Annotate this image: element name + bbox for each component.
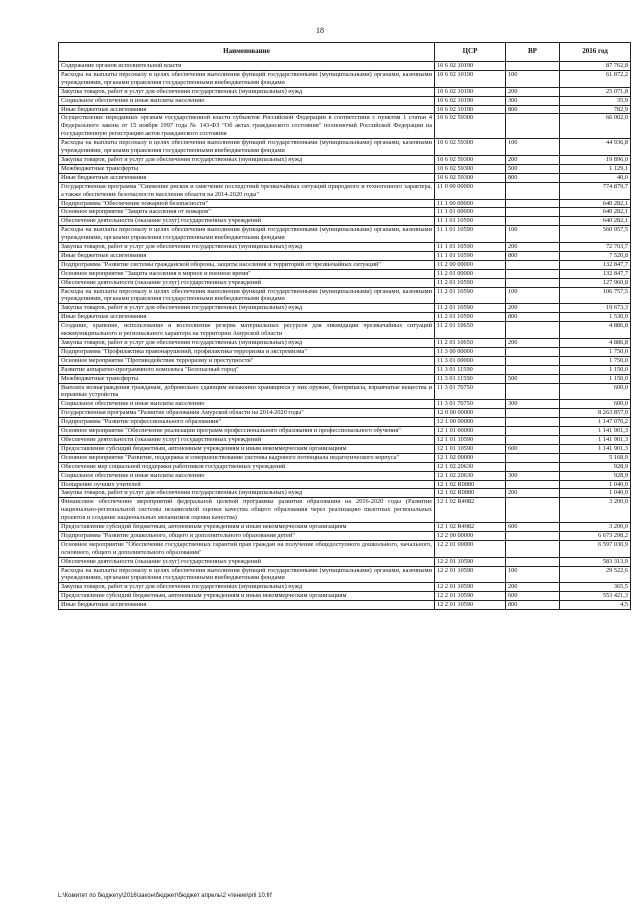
budget-table <box>58 42 631 610</box>
row-csr-cell: 12 1 01 10590 <box>435 435 506 444</box>
row-vr-cell: 200 <box>506 155 560 164</box>
table-row <box>59 498 631 523</box>
row-amount-cell: 3 200,0 <box>560 498 631 523</box>
row-name-cell: Расходы на выплаты персоналу в целях обеспечения выполнения функций государственными (муниципальными) органами, казенными учреждениями, органами управления государственными внебюджетными фондами <box>59 226 435 243</box>
row-name-cell: Развитие аппаратно-программного комплекса "Безопасный город" <box>59 365 435 374</box>
row-vr-cell: 600 <box>506 523 560 532</box>
row-csr-cell: 12 1 00 00000 <box>435 418 506 427</box>
row-csr-cell: 11 2 01 10590 <box>435 313 506 322</box>
row-amount-cell: 106 757,5 <box>560 287 631 304</box>
table-row <box>59 489 631 498</box>
row-csr-cell: 11 1 00 00000 <box>435 199 506 208</box>
row-vr-cell: 100 <box>506 287 560 304</box>
row-csr-cell: 11 2 01 10650 <box>435 339 506 348</box>
row-vr-cell: 200 <box>506 489 560 498</box>
table-row <box>59 199 631 208</box>
row-name-cell: Иные бюджетные ассигнования <box>59 251 435 260</box>
row-name-cell: Закупка товаров, работ и услуг для обеспечения государственных (муниципальных) нужд <box>59 339 435 348</box>
row-csr-cell: 10 6 02 59300 <box>435 173 506 182</box>
row-amount-cell: 640 282,1 <box>560 217 631 226</box>
row-vr-cell <box>506 365 560 374</box>
table-row <box>59 444 631 453</box>
row-amount-cell: 640 282,1 <box>560 199 631 208</box>
header-vr: ВР <box>506 43 560 62</box>
table-row <box>59 347 631 356</box>
row-vr-cell: 300 <box>506 400 560 409</box>
row-amount-cell: 72 703,7 <box>560 243 631 252</box>
row-csr-cell: 12 0 00 00000 <box>435 409 506 418</box>
table-row <box>59 313 631 322</box>
row-vr-cell: 200 <box>506 339 560 348</box>
row-amount-cell: 132 847,7 <box>560 260 631 269</box>
row-vr-cell <box>506 322 560 339</box>
table-header-row <box>59 43 631 62</box>
row-amount-cell: 928,9 <box>560 471 631 480</box>
row-name-cell: Поощрение лучших учителей <box>59 480 435 489</box>
table-row <box>59 269 631 278</box>
table-row <box>59 208 631 217</box>
row-csr-cell: 10 6 02 59300 <box>435 155 506 164</box>
row-vr-cell <box>506 427 560 436</box>
row-name-cell: Создание, хранение, использование и восполнение резерва материальных ресурсов для ликвидации чрезвычайных ситуаций межмуниципального и регионального характера на территории Амурской области <box>59 322 435 339</box>
table-row <box>59 523 631 532</box>
row-amount-cell: 782,9 <box>560 105 631 114</box>
row-csr-cell: 11 2 01 00000 <box>435 269 506 278</box>
row-amount-cell: 7 520,8 <box>560 251 631 260</box>
table-row <box>59 226 631 243</box>
row-amount-cell: 774 879,7 <box>560 182 631 199</box>
row-amount-cell: 5 168,9 <box>560 453 631 462</box>
row-csr-cell: 11 2 01 10650 <box>435 322 506 339</box>
row-name-cell: Подпрограмма "Профилактика правонарушений, профилактика терроризма и экстремизма" <box>59 347 435 356</box>
row-name-cell: Содержание органов исполнительной власти <box>59 62 435 71</box>
row-amount-cell: 600,0 <box>560 383 631 400</box>
table-row <box>59 471 631 480</box>
row-csr-cell: 11 0 00 00000 <box>435 182 506 199</box>
table-row <box>59 70 631 87</box>
table-row <box>59 304 631 313</box>
table-row <box>59 173 631 182</box>
row-name-cell: Предоставление субсидий бюджетным, автономным учреждениям и иным некоммерческим организациям <box>59 523 435 532</box>
page-number: 18 <box>316 26 324 35</box>
row-vr-cell: 100 <box>506 566 560 583</box>
row-csr-cell: 11 2 01 10590 <box>435 304 506 313</box>
table-row <box>59 260 631 269</box>
table-row <box>59 365 631 374</box>
row-name-cell: Межбюджетные трансферты <box>59 374 435 383</box>
row-amount-cell: 19 673,3 <box>560 304 631 313</box>
row-amount-cell: 25 071,8 <box>560 87 631 96</box>
row-amount-cell: 1 141 901,3 <box>560 427 631 436</box>
row-vr-cell: 800 <box>506 601 560 610</box>
row-name-cell: Подпрограмма "Развитие дошкольного, общего и дополнительного образования детей" <box>59 531 435 540</box>
row-amount-cell: 66 002,0 <box>560 114 631 139</box>
row-name-cell: Осуществление переданных органам государственной власти субъектов Российской Федерации в соответствии с пунктом 1 статьи 4 Федерального закона от 15 ноября 1997 года № 143-ФЗ "Об актах гражданского состояния" полномочий Российской Федерации на государственную регистрацию актов гражданского состояния <box>59 114 435 139</box>
row-amount-cell: 553 421,3 <box>560 592 631 601</box>
row-name-cell: Закупка товаров, работ и услуг для обеспечения государственных (муниципальных) нужд <box>59 583 435 592</box>
row-vr-cell: 800 <box>506 173 560 182</box>
row-csr-cell: 12 2 01 00000 <box>435 540 506 557</box>
row-csr-cell: 12 1 02 R0880 <box>435 489 506 498</box>
row-csr-cell: 12 1 02 R4982 <box>435 498 506 523</box>
table-row <box>59 164 631 173</box>
table-row <box>59 531 631 540</box>
row-csr-cell: 11 1 01 10590 <box>435 217 506 226</box>
row-name-cell: Социальное обеспечение и иные выплаты населению <box>59 471 435 480</box>
table-row <box>59 155 631 164</box>
row-csr-cell: 11 3 01 11590 <box>435 365 506 374</box>
row-amount-cell: 4 886,8 <box>560 339 631 348</box>
row-csr-cell: 12 2 01 10590 <box>435 592 506 601</box>
row-name-cell: Закупка товаров, работ и услуг для обеспечения государственных (муниципальных) нужд <box>59 243 435 252</box>
row-amount-cell: 8 263 857,0 <box>560 409 631 418</box>
row-amount-cell: 127 960,8 <box>560 278 631 287</box>
table-row <box>59 601 631 610</box>
row-amount-cell: 132 847,7 <box>560 269 631 278</box>
row-vr-cell <box>506 453 560 462</box>
row-amount-cell: 1 150,0 <box>560 374 631 383</box>
row-csr-cell: 10 6 02 10190 <box>435 62 506 71</box>
row-csr-cell: 12 2 01 10590 <box>435 566 506 583</box>
table-row <box>59 462 631 471</box>
table-row <box>59 435 631 444</box>
row-amount-cell: 6 673 298,2 <box>560 531 631 540</box>
row-vr-cell <box>506 498 560 523</box>
row-amount-cell: 3 200,0 <box>560 523 631 532</box>
row-name-cell: Закупка товаров, работ и услуг для обеспечения государственных (муниципальных) нужд <box>59 155 435 164</box>
row-name-cell: Основное мероприятие "Обеспечение государственных гарантий прав граждан на получение общедоступного дошкольного, начального, основного, общего и дополнительного образования" <box>59 540 435 557</box>
row-amount-cell: 600,0 <box>560 400 631 409</box>
row-name-cell: Основное мероприятие "Защита населения от пожаров" <box>59 208 435 217</box>
row-csr-cell: 12 2 01 10590 <box>435 583 506 592</box>
row-amount-cell: 560 057,5 <box>560 226 631 243</box>
row-csr-cell: 10 6 02 59300 <box>435 114 506 139</box>
row-amount-cell: 928,9 <box>560 462 631 471</box>
row-amount-cell: 6 597 030,9 <box>560 540 631 557</box>
row-vr-cell: 800 <box>506 251 560 260</box>
table-row <box>59 62 631 71</box>
row-name-cell: Расходы на выплаты персоналу в целях обеспечения выполнения функций государственными (муниципальными) органами, казенными учреждениями, органами управления государственными внебюджетными фондами <box>59 287 435 304</box>
row-name-cell: Предоставление субсидий бюджетным, автономным учреждениям и иным некоммерческим организациям <box>59 592 435 601</box>
row-vr-cell <box>506 278 560 287</box>
row-name-cell: Обеспечение деятельности (оказание услуг) государственных учреждений <box>59 278 435 287</box>
row-csr-cell: 10 6 02 59300 <box>435 164 506 173</box>
row-csr-cell: 11 1 01 10590 <box>435 251 506 260</box>
table-row <box>59 400 631 409</box>
row-csr-cell: 12 2 00 00000 <box>435 531 506 540</box>
row-vr-cell <box>506 269 560 278</box>
row-csr-cell: 12 1 01 10590 <box>435 444 506 453</box>
table-row <box>59 217 631 226</box>
row-vr-cell <box>506 540 560 557</box>
row-vr-cell: 200 <box>506 87 560 96</box>
row-vr-cell <box>506 418 560 427</box>
row-csr-cell: 12 1 02 00000 <box>435 453 506 462</box>
row-name-cell: Расходы на выплаты персоналу в целях обеспечения выполнения функций государственными (муниципальными) органами, казенными учреждениями, органами управления государственными внебюджетными фондами <box>59 566 435 583</box>
row-csr-cell: 12 1 02 R0880 <box>435 480 506 489</box>
row-amount-cell: 4 886,8 <box>560 322 631 339</box>
table-row <box>59 480 631 489</box>
row-name-cell: Социальное обеспечение и иные выплаты населению <box>59 96 435 105</box>
table-row <box>59 566 631 583</box>
row-vr-cell: 500 <box>506 374 560 383</box>
row-amount-cell: 1 040,0 <box>560 480 631 489</box>
row-name-cell: Государственная программа "Развитие образования Амурской области на 2014-2020 годы" <box>59 409 435 418</box>
row-name-cell: Иные бюджетные ассигнования <box>59 173 435 182</box>
row-amount-cell: 44 936,8 <box>560 139 631 156</box>
row-vr-cell: 100 <box>506 70 560 87</box>
row-amount-cell: 1 147 070,2 <box>560 418 631 427</box>
row-name-cell: Закупка товаров, работ и услуг для обеспечения государственных (муниципальных) нужд <box>59 87 435 96</box>
table-row <box>59 374 631 383</box>
table-row <box>59 287 631 304</box>
row-name-cell: Расходы на выплаты персоналу в целях обеспечения выполнения функций государственными (муниципальными) органами, казенными учреждениями, органами управления государственными внебюджетными фондами <box>59 139 435 156</box>
row-csr-cell: 11 3 01 70750 <box>435 383 506 400</box>
header-year: 2016 год <box>560 43 631 62</box>
row-vr-cell <box>506 383 560 400</box>
row-amount-cell: 365,5 <box>560 583 631 592</box>
row-name-cell: Предоставление субсидий бюджетным, автономным учреждениям и иным некоммерческим организациям <box>59 444 435 453</box>
row-vr-cell <box>506 557 560 566</box>
row-csr-cell: 10 6 02 59300 <box>435 139 506 156</box>
row-amount-cell: 40,0 <box>560 173 631 182</box>
table-row <box>59 592 631 601</box>
row-vr-cell <box>506 199 560 208</box>
row-vr-cell: 600 <box>506 444 560 453</box>
footer-file-path: L:\Комитет по бюджету\2016\закон\бюджет\бюджет апрель\2 чтение\pril 10.frf <box>58 893 272 899</box>
row-vr-cell <box>506 531 560 540</box>
row-amount-cell: 1 141 901,3 <box>560 444 631 453</box>
row-amount-cell: 35,9 <box>560 96 631 105</box>
table-row <box>59 251 631 260</box>
row-amount-cell: 4,5 <box>560 601 631 610</box>
row-csr-cell: 12 2 01 10590 <box>435 557 506 566</box>
row-name-cell: Социальное обеспечение и иные выплаты населению <box>59 400 435 409</box>
row-vr-cell <box>506 260 560 269</box>
row-name-cell: Подпрограмма "Обеспечение пожарной безопасности" <box>59 199 435 208</box>
row-csr-cell: 11 1 01 00000 <box>435 208 506 217</box>
table-row <box>59 243 631 252</box>
row-amount-cell: 1 129,1 <box>560 164 631 173</box>
header-csr: ЦСР <box>435 43 506 62</box>
row-name-cell: Закупка товаров, работ и услуг для обеспечения государственных (муниципальных) нужд <box>59 489 435 498</box>
row-vr-cell <box>506 217 560 226</box>
row-amount-cell: 1 530,0 <box>560 313 631 322</box>
row-vr-cell <box>506 462 560 471</box>
row-csr-cell: 11 3 01 00000 <box>435 356 506 365</box>
row-vr-cell <box>506 62 560 71</box>
row-vr-cell: 200 <box>506 304 560 313</box>
row-csr-cell: 12 1 02 R4982 <box>435 523 506 532</box>
row-vr-cell: 800 <box>506 105 560 114</box>
row-amount-cell: 87 762,8 <box>560 62 631 71</box>
row-vr-cell: 800 <box>506 313 560 322</box>
row-vr-cell <box>506 409 560 418</box>
table-row <box>59 114 631 139</box>
row-amount-cell: 1 040,0 <box>560 489 631 498</box>
row-name-cell: Обеспечение деятельности (оказание услуг) государственных учреждений <box>59 217 435 226</box>
row-name-cell: Обеспечение деятельности (оказание услуг) государственных учреждений <box>59 557 435 566</box>
row-name-cell: Иные бюджетные ассигнования <box>59 313 435 322</box>
row-vr-cell <box>506 182 560 199</box>
table-row <box>59 409 631 418</box>
table-row <box>59 427 631 436</box>
row-name-cell: Подпрограмма "Развитие системы гражданской обороны, защиты населения и территорий от чрезвычайных ситуаций" <box>59 260 435 269</box>
row-vr-cell: 300 <box>506 471 560 480</box>
row-name-cell: Подпрограмма "Развитие профессионального образования" <box>59 418 435 427</box>
row-csr-cell: 12 2 01 10590 <box>435 601 506 610</box>
row-csr-cell: 11 3 01 70750 <box>435 400 506 409</box>
row-amount-cell: 1 150,0 <box>560 365 631 374</box>
row-csr-cell: 11 2 00 00000 <box>435 260 506 269</box>
table-row <box>59 557 631 566</box>
row-amount-cell: 29 522,6 <box>560 566 631 583</box>
row-vr-cell: 100 <box>506 139 560 156</box>
row-name-cell: Обеспечение мер социальной поддержки работников государственных учреждений <box>59 462 435 471</box>
table-row <box>59 96 631 105</box>
row-amount-cell: 1 750,0 <box>560 347 631 356</box>
row-csr-cell: 11 1 01 10590 <box>435 226 506 243</box>
row-name-cell: Закупка товаров, работ и услуг для обеспечения государственных (муниципальных) нужд <box>59 304 435 313</box>
row-csr-cell: 11 3 01 11590 <box>435 374 506 383</box>
row-name-cell: Выплата вознаграждения гражданам, добровольно сдающим незаконно хранящиеся у них оружие, боеприпасы, взрывчатые вещества и взрывные устройства <box>59 383 435 400</box>
table-row <box>59 356 631 365</box>
table-body <box>59 62 631 610</box>
row-csr-cell: 10 6 02 10190 <box>435 96 506 105</box>
table-row <box>59 583 631 592</box>
row-name-cell: Иные бюджетные ассигнования <box>59 105 435 114</box>
table-row <box>59 418 631 427</box>
row-csr-cell: 11 2 01 10590 <box>435 287 506 304</box>
row-name-cell: Государственная программа "Снижение рисков и смягчение последствий чрезвычайных ситуаций природного и техногенного характера, а также обеспечение безопасности населения области на 2014-2020 годы" <box>59 182 435 199</box>
row-name-cell: Межбюджетные трансферты <box>59 164 435 173</box>
row-amount-cell: 1 141 901,3 <box>560 435 631 444</box>
table-row <box>59 322 631 339</box>
row-vr-cell: 200 <box>506 243 560 252</box>
header-name: Наименование <box>59 43 435 62</box>
row-csr-cell: 10 6 02 10190 <box>435 105 506 114</box>
row-vr-cell <box>506 208 560 217</box>
row-name-cell: Основное мероприятие "Противодействие терроризму и преступности" <box>59 356 435 365</box>
row-vr-cell: 600 <box>506 592 560 601</box>
row-csr-cell: 12 1 01 00000 <box>435 427 506 436</box>
row-vr-cell <box>506 435 560 444</box>
table-row <box>59 278 631 287</box>
row-vr-cell <box>506 347 560 356</box>
row-csr-cell: 11 1 01 10590 <box>435 243 506 252</box>
table-row <box>59 87 631 96</box>
row-csr-cell: 11 3 00 00000 <box>435 347 506 356</box>
table-row <box>59 339 631 348</box>
row-amount-cell: 61 872,2 <box>560 70 631 87</box>
row-name-cell: Расходы на выплаты персоналу в целях обеспечения выполнения функций государственными (муниципальными) органами, казенными учреждениями, органами управления государственными внебюджетными фондами <box>59 70 435 87</box>
row-amount-cell: 1 750,0 <box>560 356 631 365</box>
row-amount-cell: 583 313,9 <box>560 557 631 566</box>
table-row <box>59 383 631 400</box>
table-row <box>59 453 631 462</box>
row-vr-cell: 300 <box>506 96 560 105</box>
row-name-cell: Основное мероприятие "Защита населения в мирное и военное время" <box>59 269 435 278</box>
row-name-cell: Финансовое обеспечение мероприятий федеральной целевой программы развития образования на 2016-2020 годы (Развитие национально-региональной системы независимой оценки качества общего образования через реализацию пилотных региональных проектов и создание национальных механизмов оценки качества) <box>59 498 435 523</box>
row-csr-cell: 10 6 02 10190 <box>435 70 506 87</box>
row-amount-cell: 19 896,0 <box>560 155 631 164</box>
row-vr-cell: 500 <box>506 164 560 173</box>
row-name-cell: Основное мероприятие "Обеспечение реализации программ профессионального образования и профессионального обучения" <box>59 427 435 436</box>
row-vr-cell <box>506 480 560 489</box>
table-row <box>59 540 631 557</box>
table-row <box>59 182 631 199</box>
row-vr-cell: 200 <box>506 583 560 592</box>
table-row <box>59 139 631 156</box>
row-csr-cell: 10 6 02 10190 <box>435 87 506 96</box>
row-vr-cell <box>506 114 560 139</box>
row-name-cell: Обеспечение деятельности (оказание услуг) государственных учреждений <box>59 435 435 444</box>
row-amount-cell: 640 282,1 <box>560 208 631 217</box>
row-csr-cell: 11 2 01 10590 <box>435 278 506 287</box>
row-csr-cell: 12 1 02 20630 <box>435 462 506 471</box>
table-row <box>59 105 631 114</box>
row-vr-cell: 100 <box>506 226 560 243</box>
row-name-cell: Основное мероприятие "Развитие, поддержка и совершенствование системы кадрового потенциала педагогического корпуса" <box>59 453 435 462</box>
row-name-cell: Иные бюджетные ассигнования <box>59 601 435 610</box>
row-vr-cell <box>506 356 560 365</box>
row-csr-cell: 12 1 02 20630 <box>435 471 506 480</box>
